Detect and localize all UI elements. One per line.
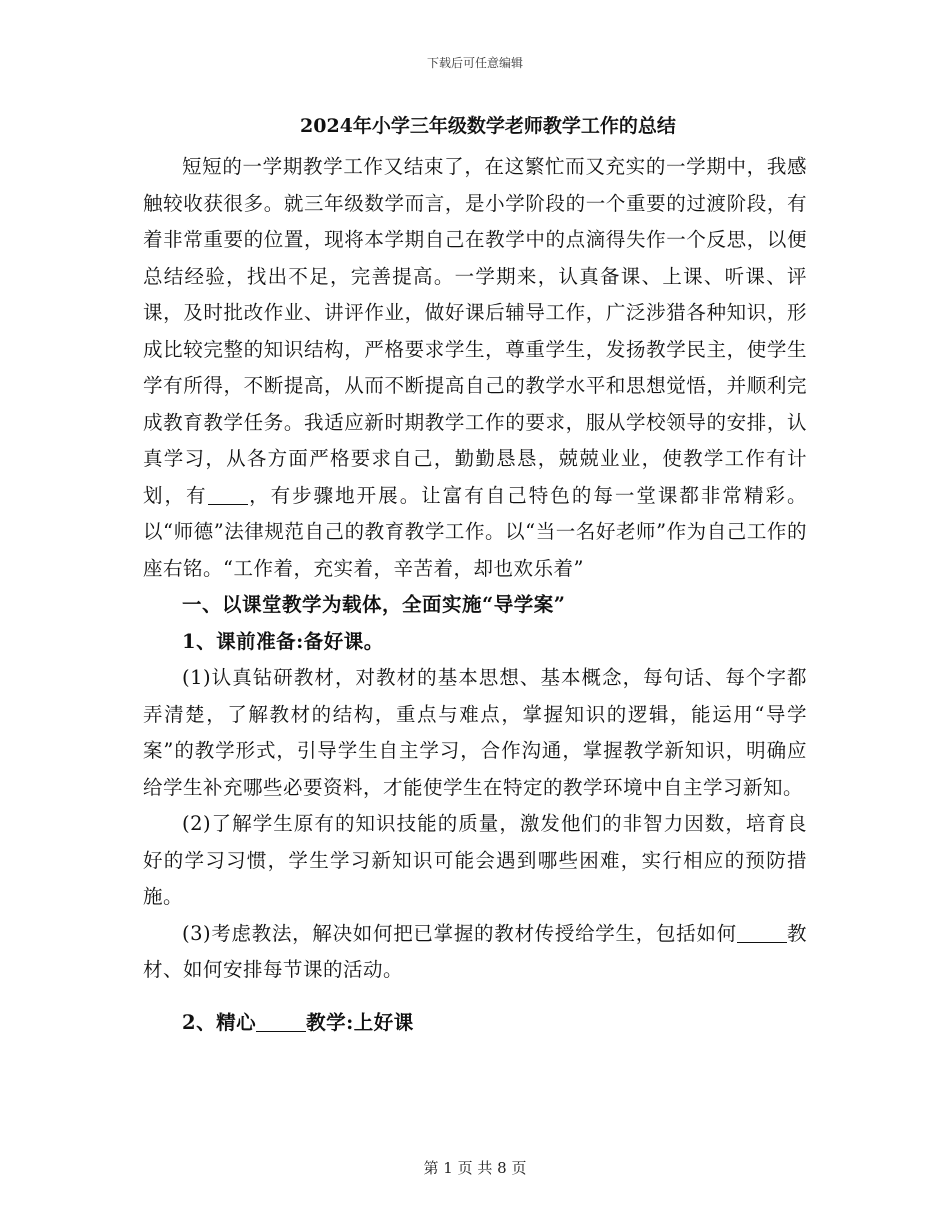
intro-paragraph bbox=[143, 149, 807, 587]
item3-text-a: (3)考虑教法，解决如何把已掌握的教材传授给学生，包括如何 bbox=[182, 921, 737, 945]
fill-blank bbox=[256, 1011, 306, 1032]
list-item-2: (2)了解学生原有的知识技能的质量，激发他们的非智力因数，培育良好的学习习惯，学生学习新知识可能会遇到哪些困难，实行相应的预防措施。 bbox=[143, 812, 807, 908]
sub2-text-a: 2、精心 bbox=[182, 1010, 257, 1034]
sub2-text-b: 教学:上好课 bbox=[306, 1010, 414, 1034]
intro-text-b: ，有步骤地开展。让富有自己特色的每一堂课都非常精彩。以“师德”法律规范自己的教育教学工作。以“当一名好老师”作为自己工作的座右铭。“工作着，充实着，辛苦着，却也欢乐着” bbox=[143, 483, 807, 580]
fill-blank bbox=[737, 922, 787, 943]
list-item-1: (1)认真钻研教材，对教材的基本思想、基本概念，每句话、每个字都弄清楚，了解教材的结构，重点与难点，掌握知识的逻辑，能运用“导学案”的教学形式，引导学生自主学习，合作沟通，掌握教学新知识，明确应给学生补充哪些必要资料，才能使学生在特定的教学环境中自主学习新知。 bbox=[143, 666, 807, 799]
page-number: 第 1 页 共 8 页 bbox=[423, 1159, 527, 1177]
item3-text-b: 教材、如何安排每节课的活动。 bbox=[143, 921, 807, 981]
document-body bbox=[143, 104, 807, 1041]
fill-blank bbox=[208, 484, 248, 505]
download-note: 下载后可任意编辑 bbox=[426, 56, 523, 70]
list-item-3 bbox=[143, 916, 807, 989]
intro-text-a: 短短的一学期教学工作又结束了，在这繁忙而又充实的一学期中，我感触较收获很多。就三年级数学而言，是小学阶段的一个重要的过渡阶段，有着非常重要的位置，现将本学期自己在教学中的点滴得失作一个反思，以便总结经验，找出不足，完善提高。一学期来，认真备课、上课、听课、评课，及时批改作业、讲评作业，做好课后辅导工作，广泛涉猎各种知识，形成比较完整的知识结构，严格要求学生，尊重学生，发扬教学民主，使学生学有所得，不断提高，从而不断提高自己的教学水平和思想觉悟，并顺利完成教育教学任务。我适应新时期教学工作的要求，服从学校领导的安排，认真学习，从各方面严格要求自己，勤勤恳恳，兢兢业业，使教学工作有计划，有 bbox=[143, 155, 807, 507]
document-title: 2024年小学三年级数学老师教学工作的总结 bbox=[300, 115, 676, 137]
subsection-heading-2 bbox=[143, 1005, 807, 1042]
section-heading-1: 一、以课堂教学为载体，全面实施“导学案” bbox=[182, 593, 566, 616]
subsection-heading-1: 1、课前准备:备好课。 bbox=[182, 629, 384, 653]
